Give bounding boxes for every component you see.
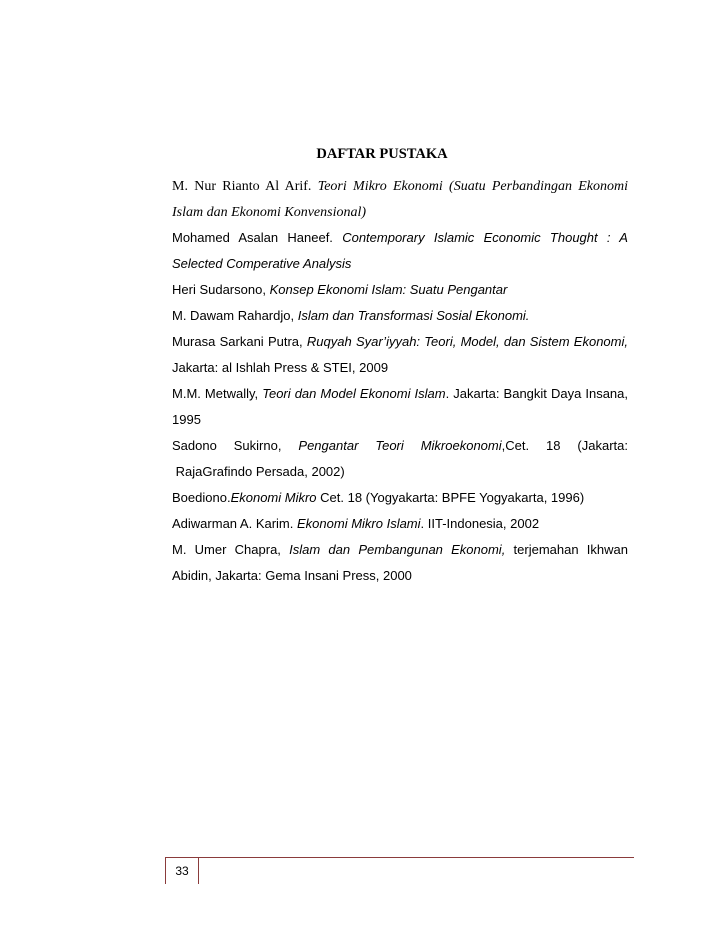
- reference-1-title-cont: Islam dan Ekonomi Konvensional): [172, 205, 367, 220]
- reference-10-author: M. Umer Chapra,: [172, 542, 281, 557]
- reference-6-line-1: [172, 383, 628, 405]
- reference-8-author: Boediono.: [172, 490, 231, 505]
- reference-3-title: Konsep Ekonomi Islam: Suatu Pengantar: [269, 282, 508, 297]
- reference-5-author: Murasa Sarkani Putra,: [172, 334, 303, 349]
- reference-5-line-2: [172, 357, 628, 379]
- reference-6-author: M.M. Metwally,: [172, 386, 259, 401]
- page-title: DAFTAR PUSTAKA: [316, 146, 448, 162]
- reference-2-line-2: [172, 253, 628, 275]
- reference-4: [172, 305, 628, 327]
- reference-7-line-1: [172, 435, 628, 457]
- reference-1-line-1: [172, 176, 628, 198]
- reference-9-publisher: . IIT-Indonesia, 2002: [420, 516, 540, 531]
- reference-9: [172, 513, 628, 535]
- reference-10-line-2: [172, 565, 628, 587]
- reference-7-title: Pengantar Teori Mikroekonomi: [298, 438, 502, 453]
- reference-9-title: Ekonomi Mikro Islami: [297, 516, 421, 531]
- reference-1-title: Teori Mikro Ekonomi (Suatu Perbandingan Ekonomi: [317, 179, 628, 194]
- reference-10-translator: terjemahan Ikhwan: [505, 542, 628, 557]
- reference-2-title: Contemporary Islamic Economic Thought : A: [342, 230, 628, 245]
- reference-4-author: M. Dawam Rahardjo,: [172, 308, 295, 323]
- reference-10-line-1: [172, 539, 628, 561]
- reference-2-author: Mohamed Asalan Haneef.: [172, 230, 333, 245]
- reference-2-line-1: [172, 227, 628, 249]
- reference-7-author: Sadono Sukirno,: [172, 438, 282, 453]
- reference-8-publisher: Cet. 18 (Yogyakarta: BPFE Yogyakarta, 1996): [316, 490, 585, 505]
- reference-10-title: Islam dan Pembangunan Ekonomi,: [289, 542, 506, 557]
- reference-8: [172, 487, 628, 509]
- reference-5-line-1: [172, 331, 628, 353]
- reference-6-line-2: [172, 409, 628, 431]
- reference-6-year: 1995: [172, 412, 201, 427]
- reference-7-line-2: [172, 461, 628, 483]
- reference-8-title: Ekonomi Mikro: [230, 490, 317, 505]
- reference-9-author: Adiwarman A. Karim.: [172, 516, 294, 531]
- page-number-box: [165, 858, 199, 884]
- reference-7-edition: ,Cet. 18 (Jakarta:: [501, 438, 628, 453]
- reference-1-line-2: [172, 202, 628, 224]
- reference-3: [172, 279, 628, 301]
- reference-1-author: M. Nur Rianto Al Arif.: [172, 179, 312, 194]
- reference-3-author: Heri Sudarsono,: [172, 282, 266, 297]
- reference-6-title: Teori dan Model Ekonomi Islam: [262, 386, 446, 401]
- reference-4-title: Islam dan Transformasi Sosial Ekonomi.: [297, 308, 530, 323]
- reference-7-publisher: RajaGrafindo Persada, 2002): [172, 464, 345, 479]
- footer-rule: [165, 857, 634, 858]
- reference-10-publisher: Abidin, Jakarta: Gema Insani Press, 2000: [172, 568, 412, 583]
- reference-5-publisher: Jakarta: al Ishlah Press & STEI, 2009: [172, 360, 389, 375]
- page-number: 33: [175, 864, 189, 878]
- reference-2-title-cont: Selected Comperative Analysis: [172, 256, 352, 271]
- reference-6-publisher: . Jakarta: Bangkit Daya Insana,: [445, 386, 628, 401]
- reference-5-title: Ruqyah Syar’iyyah: Teori, Model, dan Sistem Ekonomi,: [306, 334, 628, 349]
